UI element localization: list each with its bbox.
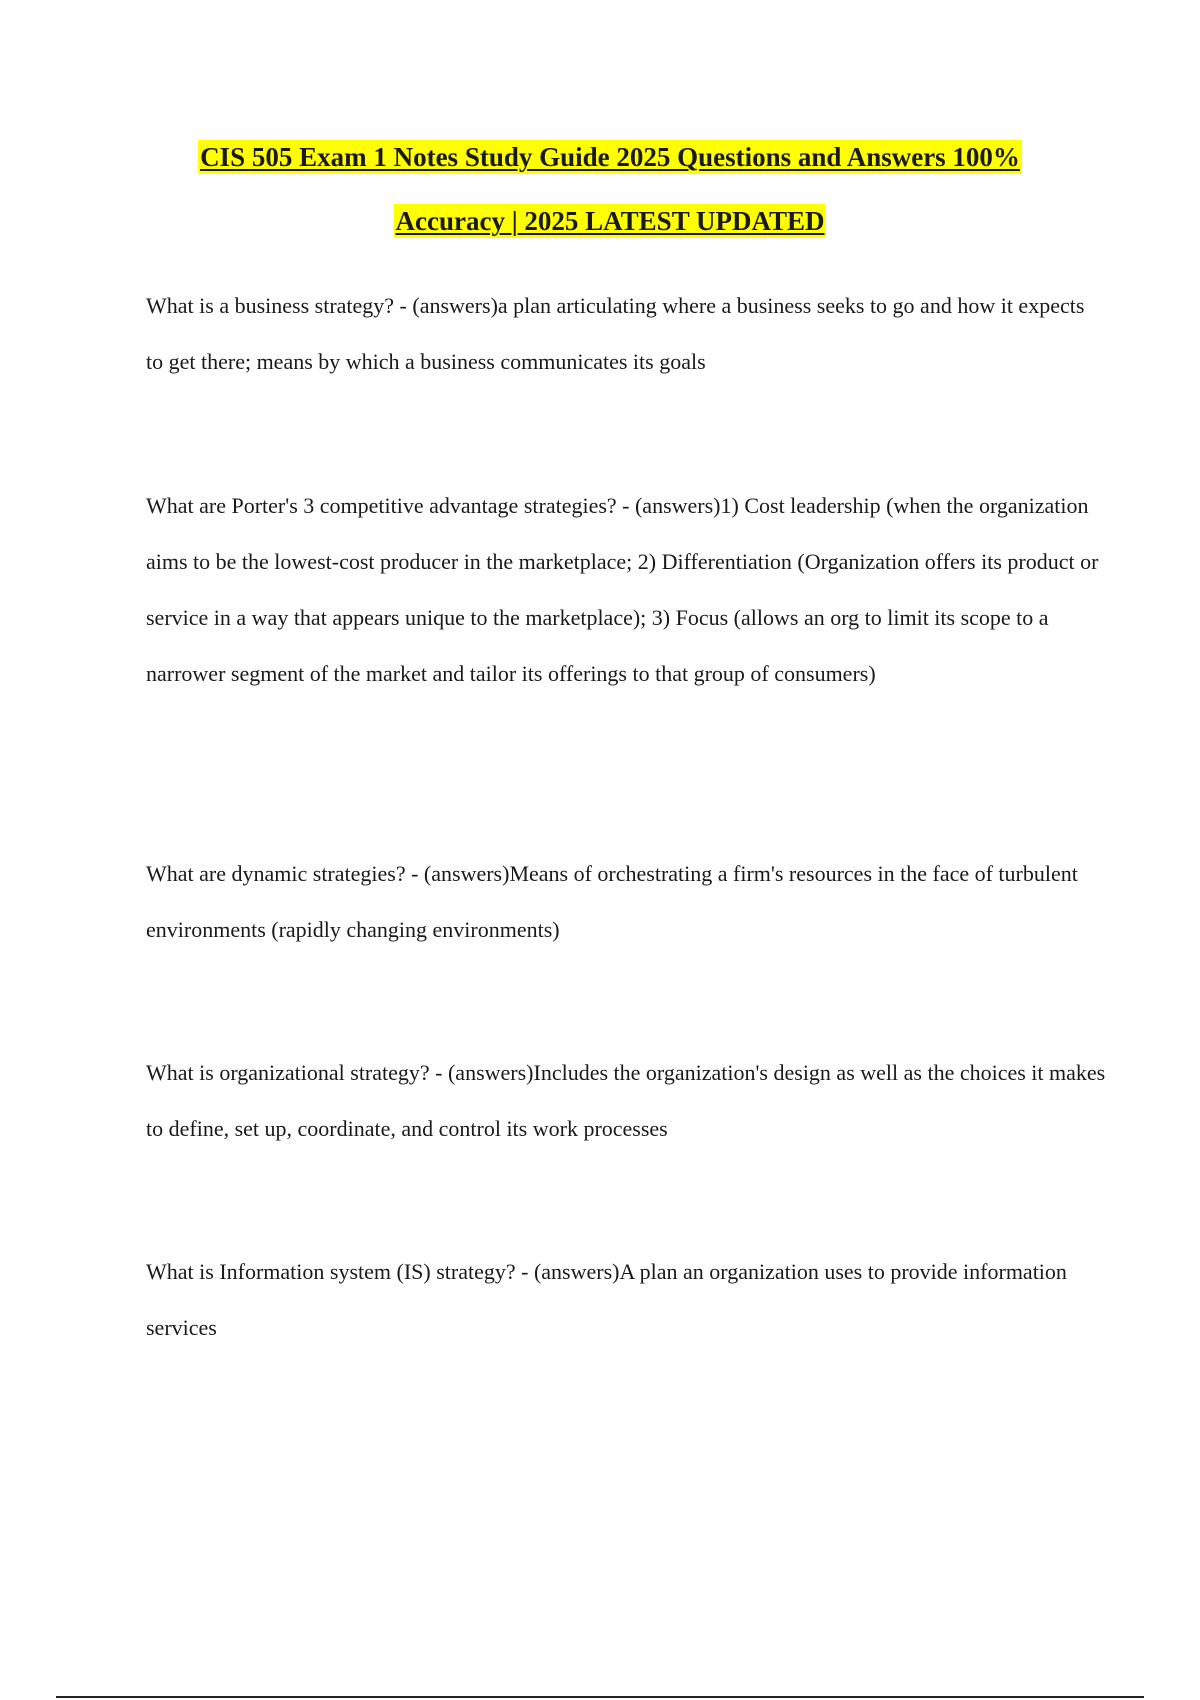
title-line-2: Accuracy | 2025 LATEST UPDATED (395, 206, 825, 236)
page-bottom-rule (56, 1696, 1144, 1698)
qa-item-business-strategy: What is a business strategy? - (answers)a plan articulating where a business seeks to go and how it expects to get there; means by which a business communicates its goals (146, 293, 1085, 374)
qa-item-dynamic-strategies: What are dynamic strategies? - (answers)Means of orchestrating a firm's resources in the face of turbulent environments (rapidly changing environments) (146, 861, 1078, 942)
title-line-1: CIS 505 Exam 1 Notes Study Guide 2025 Questions and Answers 100% (200, 142, 1020, 172)
qa-item-organizational-strategy: What is organizational strategy? - (answers)Includes the organization's design as well as the choices it makes to define, set up, coordinate, and control its work processes (146, 1060, 1106, 1141)
document-title (140, 140, 1080, 238)
qa-item-porters-strategies: What are Porter's 3 competitive advantage strategies? - (answers)1) Cost leadership (when the organization aims to be the lowest-cost producer in the marketplace; 2) Differentiation (Organization offers its product or service in a way that appears unique to the marketplace); 3) Focus (allows an org to limit its scope to a narrower segment of the market and tailor its offerings to that group of consumers) (146, 493, 1099, 686)
qa-item-is-strategy: What is Information system (IS) strategy? - (answers)A plan an organization uses to provide information services (146, 1259, 1067, 1340)
